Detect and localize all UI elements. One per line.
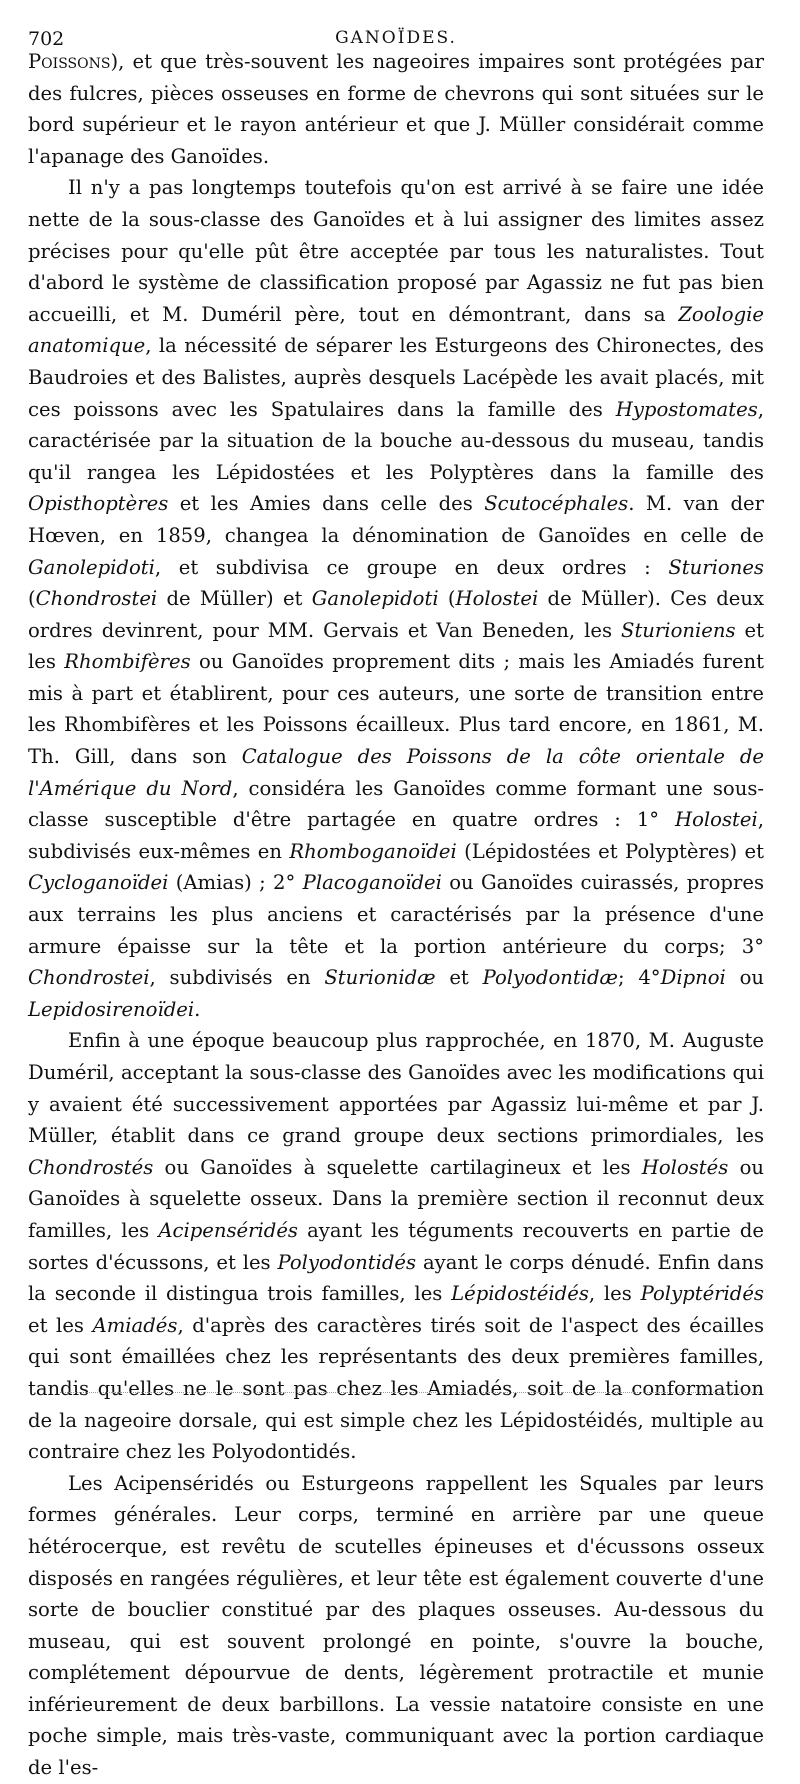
paragraph (28, 46, 764, 172)
text-run: , et subdivisa ce groupe en deux ordres : (154, 555, 669, 579)
text-run: , les (588, 1282, 641, 1306)
italic-term: Holostés (641, 1155, 729, 1179)
running-title: GANOÏDES. (335, 28, 457, 48)
text-run: . M. van der Hœven, en 1859, changea la dénomination de Ganoïdes en celle de (28, 492, 764, 547)
text-run: Il n'y a pas longtemps toutefois qu'on est arrivé à se faire une idée nette de la sous-classe des Ganoïdes et à lui assigner des limites assez précises pour qu'elle pût être acceptée par tous les naturalistes. Tout d'abord le système de classification proposé par Agassiz ne fut pas bien accueilli, et M. Duméril père, tout en démontrant, dans sa (28, 176, 764, 326)
text-run: et les Amies dans celle des (168, 492, 485, 516)
italic-term: Zoologie anatomique (28, 302, 764, 358)
text-run: , considéra les Ganoïdes comme formant une sous-classe susceptible d'être partagée en quatre ordres : 1° (28, 776, 764, 832)
italic-term: Polyodontidæ (482, 966, 618, 990)
italic-term: Lépidostéidés (451, 1282, 589, 1306)
italic-term: Chondrostei (35, 587, 158, 611)
text-run: , subdivisés eux-mêmes en (28, 808, 764, 863)
footer-rule (60, 1392, 760, 1393)
italic-term: Placoganoïdei (302, 871, 442, 895)
text-run: (Lépidostées et Polyptères) et (456, 839, 765, 863)
page-header (28, 0, 764, 50)
text-run: ), et que très-souvent les nageoires impaires sont protégées par des fulcres, pièces osseuses en forme de chevrons qui sont situées sur le bord supérieur et le rayon antérieur et que J. Müller considérait comme l'apanage des Ganoïdes. (28, 50, 764, 168)
italic-term: Holostei (455, 587, 539, 611)
text-run: de Müller) et (157, 587, 312, 611)
text-run: ou Ganoïdes à squelette osseux. Dans la première section il reconnut deux familles, les (28, 1155, 764, 1242)
paragraph (28, 1025, 764, 1467)
text-run: ou (725, 966, 764, 990)
text-run: . (194, 997, 201, 1021)
paragraph (28, 1468, 764, 1784)
italic-term: Holostei (675, 808, 758, 832)
small-caps-text: Poissons (28, 50, 111, 73)
text-run: Enfin à une époque beaucoup plus rapprochée, en 1870, M. Auguste Duméril, acceptant la sous-classe des Ganoïdes avec les modifications qui y avaient été successivement apportées par Agassiz lui-même et par J. Müller, établit dans ce grand groupe deux sections primordiales, les (28, 1029, 764, 1148)
text-run: ou Ganoïdes cuirassés, propres aux terrains les plus anciens et caractérisés par la présence d'une armure épaisse sur la tête et la portion antérieure du corps; 3° (28, 871, 764, 958)
italic-term: Amiadés (92, 1313, 178, 1337)
italic-term: Chondrostés (28, 1155, 154, 1179)
italic-term: Opisthoptères (28, 492, 169, 516)
text-run: ayant les téguments recouverts en partie de sortes d'écussons, et les (28, 1218, 764, 1274)
text-run: , subdivisés en (149, 966, 325, 990)
text-run: et les (28, 1313, 93, 1337)
italic-term: Scutocéphales (484, 492, 629, 516)
italic-term: Polyptéridés (640, 1282, 764, 1306)
italic-term: Cycloganoïdei (28, 871, 169, 895)
body-text (28, 46, 764, 1784)
italic-term: Ganolepidoti (311, 587, 439, 611)
page-number: 702 (28, 28, 65, 50)
paragraph (28, 172, 764, 1025)
italic-term: Ganolepidoti (28, 555, 155, 579)
text-run: ( (438, 587, 456, 611)
italic-term: Lepidosirenoïdei (28, 997, 195, 1021)
italic-term: Sturioniens (621, 618, 736, 642)
text-run: ( (28, 587, 36, 611)
text-run: et (435, 966, 483, 990)
italic-term: Acipenséridés (158, 1218, 298, 1242)
text-run: de Müller). Ces deux ordres devinrent, pour MM. Gervais et Van Beneden, les (28, 587, 764, 642)
italic-term: Dipnoi (660, 966, 726, 990)
text-run: , caractérisée par la situation de la bouche au-dessous du museau, tandis qu'il rangea les Lépidostées et les Polyptères dans la famille des (28, 397, 764, 484)
text-run: ayant le corps dénudé. Enfin dans la seconde il distingua trois familles, les (28, 1250, 764, 1306)
italic-term: Rhombifères (64, 650, 191, 674)
text-run: , d'après des caractères tirés soit de l'aspect des écailles qui sont émaillées chez les représentants des deux premières familles, tandis qu'elles ne le sont pas chez les Amiadés, soit de la conformation de la nageoire dorsale, qui est simple chez les Lépidostéidés, multiple au contraire chez les Polyodontidés. (28, 1313, 765, 1464)
text-run: , la nécessité de séparer les Esturgeons des Chironectes, des Baudroies et des Balistes, auprès desquels Lacépède les avait placés, mit ces poissons avec les Spatulaires dans la famille des (28, 334, 764, 421)
italic-term: Chondrostei (28, 966, 150, 990)
text-run: ou Ganoïdes à squelette cartilagineux et les (153, 1155, 642, 1179)
text-run: ; 4° (617, 966, 661, 990)
italic-term: Rhomboganoïdei (289, 839, 457, 863)
italic-term: Hypostomates (615, 397, 758, 421)
italic-term: Catalogue des Poissons de la côte orientale de l'Amérique du Nord (28, 745, 764, 800)
text-run: ou Ganoïdes proprement dits ; mais les Amiadés furent mis à part et établirent, pour ces auteurs, une sorte de transition entre les Rhombifères et les Poissons écailleux. Plus tard encore, en 1861, M. Th. Gill, dans son (28, 650, 764, 769)
italic-term: Sturionidæ (324, 966, 436, 990)
italic-term: Polyodontidés (277, 1250, 417, 1274)
text-run: et les (28, 618, 764, 674)
italic-term: Sturiones (668, 555, 764, 579)
text-run: (Amias) ; 2° (168, 871, 303, 895)
text-run: Les Acipenséridés ou Esturgeons rappellent les Squales par leurs formes générales. Leur corps, terminé en arrière par une queue hétérocerque, est revêtu de scutelles épineuses et d'écussons osseux disposés en rangées régulières, et leur tête est également couverte d'une sorte de bouclier constitué par des plaques osseuses. Au-dessous du museau, qui est souvent prolongé en pointe, s'ouvre la bouche, complétement dépourvue de dents, légèrement protractile et munie inférieurement de deux barbillons. La vessie natatoire consiste en une poche simple, mais très-vaste, communiquant avec la portion cardiaque de l'es- (28, 1471, 764, 1780)
